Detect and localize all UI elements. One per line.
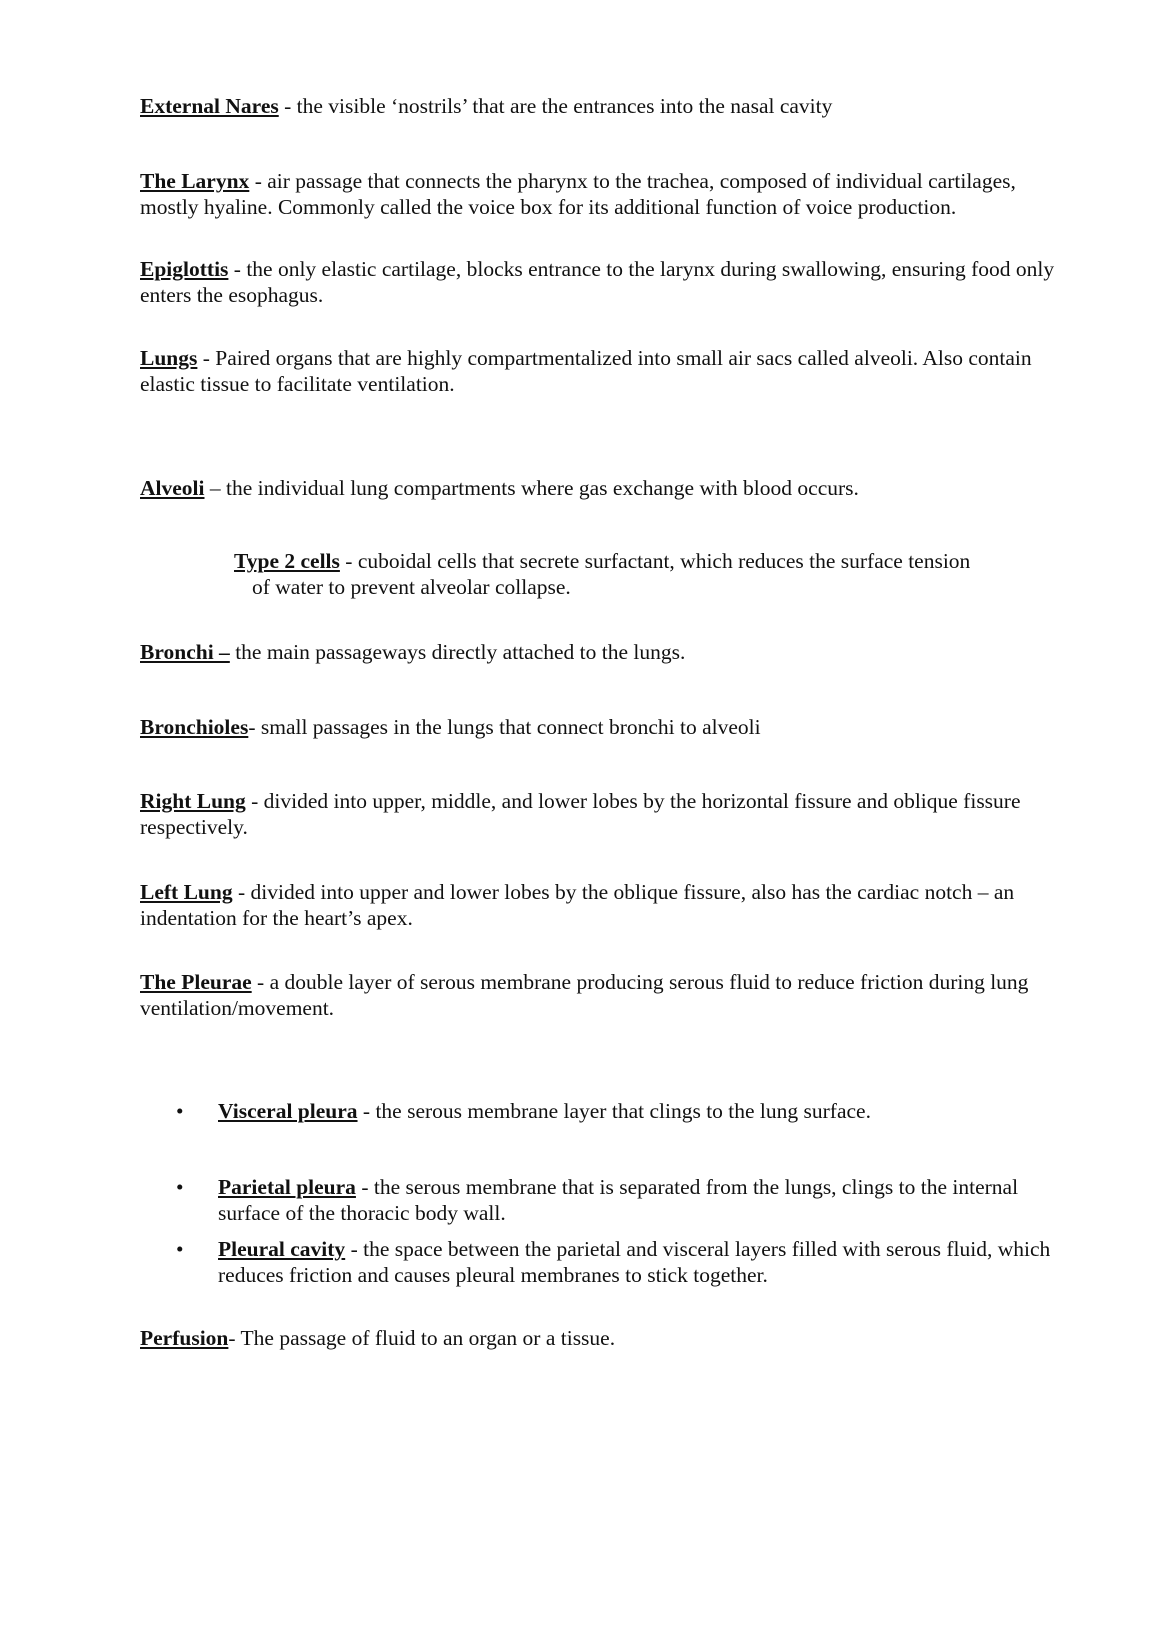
definition-type-2-cells: - cuboidal cells that secrete surfactant, which reduces the surface tension: [339, 549, 971, 573]
entry-lungs: [140, 345, 1060, 397]
definition-right-lung: - divided into upper, middle, and lower lobes by the horizontal fissure and oblique fissure respectively.: [140, 789, 1021, 839]
term-bronchioles: Bronchioles: [140, 715, 249, 739]
bullet-dot: •: [176, 1099, 184, 1123]
term-pleural-cavity: Pleural cavity: [218, 1237, 346, 1261]
entry-left-lung: [140, 879, 1060, 931]
definition-larynx: - air passage that connects the pharynx to the trachea, composed of individual cartilages, mostly hyaline. Commonly called the voice box for its additional function of voice production.: [140, 169, 1016, 219]
definition-pleural-cavity: - the space between the parietal and visceral layers filled with serous fluid, which reduces friction and causes pleural membranes to stick together.: [218, 1237, 1051, 1287]
definition-alveoli: – the individual lung compartments where gas exchange with blood occurs.: [204, 476, 859, 500]
term-pleurae: The Pleurae: [140, 970, 252, 994]
definition-parietal-pleura: - the serous membrane that is separated from the lungs, clings to the internal surface of the thoracic body wall.: [218, 1175, 1019, 1225]
definition-external-nares: - the visible ‘nostrils’ that are the entrances into the nasal cavity: [278, 94, 833, 118]
term-parietal-pleura: Parietal pleura: [218, 1175, 356, 1199]
entry-bronchioles: [140, 714, 1060, 740]
definition-pleurae: - a double layer of serous membrane producing serous fluid to reduce friction during lung ventilation/movement.: [140, 970, 1029, 1020]
term-epiglottis: Epiglottis: [140, 257, 229, 281]
entry-pleurae: [140, 969, 1060, 1021]
definition-type-2-cells-continued: of water to prevent alveolar collapse.: [252, 575, 571, 599]
term-external-nares: External Nares: [140, 94, 279, 118]
term-right-lung: Right Lung: [140, 789, 246, 813]
entry-external-nares: [140, 93, 1060, 119]
bullet-dot: •: [176, 1175, 184, 1199]
term-left-lung: Left Lung: [140, 880, 233, 904]
entry-bronchi: [140, 639, 1060, 665]
definition-left-lung: - divided into upper and lower lobes by the oblique fissure, also has the cardiac notch – an indentation for the heart’s apex.: [140, 880, 1015, 930]
entry-type-2-cells: [234, 548, 1054, 600]
term-bronchi: Bronchi –: [140, 640, 230, 664]
term-alveoli: Alveoli: [140, 476, 205, 500]
definition-epiglottis: - the only elastic cartilage, blocks entrance to the larynx during swallowing, ensuring food only enters the esophagus.: [140, 257, 1055, 307]
term-larynx: The Larynx: [140, 169, 250, 193]
term-perfusion: Perfusion: [140, 1326, 229, 1350]
entry-epiglottis: [140, 256, 1060, 308]
bullet-visceral-pleura: [176, 1098, 1056, 1124]
term-type-2-cells: Type 2 cells: [234, 549, 340, 573]
definition-lungs: - Paired organs that are highly compartmentalized into small air sacs called alveoli. Also contain elastic tissue to facilitate ventilation.: [140, 346, 1032, 396]
bullet-parietal-pleura: [176, 1174, 1056, 1226]
bullet-pleural-cavity: [176, 1236, 1056, 1288]
entry-perfusion: [140, 1325, 1060, 1351]
term-lungs: Lungs: [140, 346, 198, 370]
bullet-dot: •: [176, 1237, 184, 1261]
entry-right-lung: [140, 788, 1060, 840]
definition-visceral-pleura: - the serous membrane layer that clings to the lung surface.: [357, 1099, 871, 1123]
entry-larynx: [140, 168, 1060, 220]
definition-perfusion: - The passage of fluid to an organ or a tissue.: [228, 1326, 616, 1350]
definition-bronchi: the main passageways directly attached to the lungs.: [229, 640, 686, 664]
entry-alveoli: [140, 475, 1060, 501]
term-visceral-pleura: Visceral pleura: [218, 1099, 358, 1123]
definition-bronchioles: - small passages in the lungs that connect bronchi to alveoli: [248, 715, 761, 739]
